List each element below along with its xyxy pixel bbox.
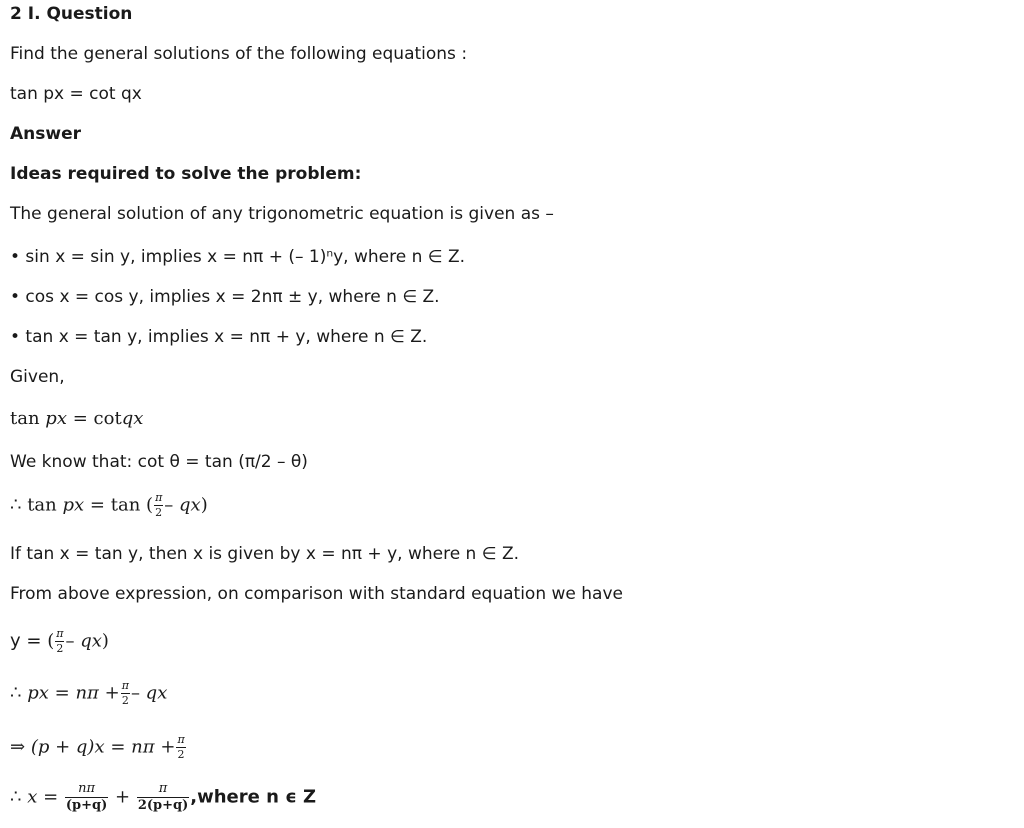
step2-therefore: ∴ <box>10 682 22 704</box>
pi-over-2-fraction <box>121 680 130 707</box>
step1-lhs-fn: tan <box>27 494 57 516</box>
step2-plus: + <box>104 682 120 704</box>
frac-den: 2 <box>155 506 163 519</box>
comparison-line: From above expression, on comparison with standard equation we have <box>10 584 623 604</box>
y-lhs: y = <box>10 630 42 652</box>
y-open: ( <box>47 630 55 652</box>
frac-num: π <box>177 733 185 746</box>
y-qx: qx <box>80 630 102 652</box>
step4-therefore: ∴ <box>10 786 22 808</box>
rule-tan: • tan x = tan y, implies x = nπ + y, where n ∈ Z. <box>10 327 428 347</box>
rule-sin: • sin x = sin y, implies x = nπ + (– 1)ⁿy, where n ∈ Z. <box>10 247 466 267</box>
step4-plus: + <box>115 786 131 808</box>
step1-therefore: ∴ <box>10 494 22 516</box>
step4-tail: ,where n ϵ Z <box>190 786 317 808</box>
frac-num: nπ <box>78 781 96 796</box>
frac-den: 2 <box>121 694 129 707</box>
given-lhs-var: px <box>45 408 67 429</box>
pi-over-2-fraction <box>154 492 163 519</box>
given-rhs-fn: cot <box>93 408 122 429</box>
step1-close: ) <box>200 494 208 516</box>
identity-line: We know that: cot θ = tan (π/2 – θ) <box>10 452 308 472</box>
given-eq-sign: = <box>72 408 88 429</box>
frac-den: 2(p+q) <box>137 798 189 813</box>
condition-line: If tan x = tan y, then x is given by x = nπ + y, where n ∈ Z. <box>10 544 519 564</box>
step2-minus: – <box>130 682 140 704</box>
step3-arrow: ⇒ <box>10 736 26 758</box>
step1-eq: = <box>89 494 105 516</box>
step3-eq: = <box>110 736 126 758</box>
step3-equation <box>10 734 187 761</box>
frac-num: π <box>158 781 168 796</box>
given-lhs-fn: tan <box>10 408 40 429</box>
step1-minus: – <box>164 494 174 516</box>
step2-qx: qx <box>145 682 168 704</box>
question-heading: 2 I. Question <box>10 4 133 24</box>
pi-over-2-fraction <box>176 734 185 761</box>
general-intro: The general solution of any trigonometric equation is given as – <box>10 204 554 224</box>
step4-eq: = <box>43 786 59 808</box>
step1-rhs-fn: tan <box>110 494 141 516</box>
step3-npi: nπ <box>131 736 155 758</box>
step1-equation <box>10 492 208 519</box>
frac-den: 2 <box>177 748 185 761</box>
answer-label: Answer <box>10 124 81 144</box>
given-equation <box>10 408 143 430</box>
step2-npi: nπ <box>75 682 99 704</box>
frac-den: (p+q) <box>65 798 108 813</box>
step1-qx: qx <box>179 494 201 516</box>
y-close: ) <box>101 630 109 652</box>
frac-den: 2 <box>56 642 64 655</box>
step4-x: x <box>27 786 38 808</box>
rule-cos: • cos x = cos y, implies x = 2nπ ± y, where n ∈ Z. <box>10 287 440 307</box>
ideas-label: Ideas required to solve the problem: <box>10 164 362 184</box>
pi-over-2pq-fraction <box>137 782 189 813</box>
given-rhs-var: qx <box>121 408 144 429</box>
frac-num: π <box>121 679 129 692</box>
step2-equation <box>10 680 167 707</box>
y-expression <box>10 628 109 655</box>
y-minus: – <box>65 630 75 652</box>
step1-open: ( <box>146 494 154 516</box>
step2-eq: = <box>54 682 70 704</box>
frac-num: π <box>155 491 163 504</box>
given-label: Given, <box>10 367 65 387</box>
step3-lhs: (p + q)x <box>30 736 105 758</box>
step2-lhs: px <box>27 682 49 704</box>
step1-lhs-var: px <box>62 494 85 516</box>
step3-plus: + <box>160 736 176 758</box>
frac-num: π <box>56 627 64 640</box>
pi-over-2-fraction <box>55 628 64 655</box>
question-prompt: Find the general solutions of the following equations : <box>10 44 468 64</box>
npi-over-pq-fraction <box>65 782 108 813</box>
question-equation: tan px = cot qx <box>10 84 142 104</box>
step4-equation <box>10 782 316 813</box>
